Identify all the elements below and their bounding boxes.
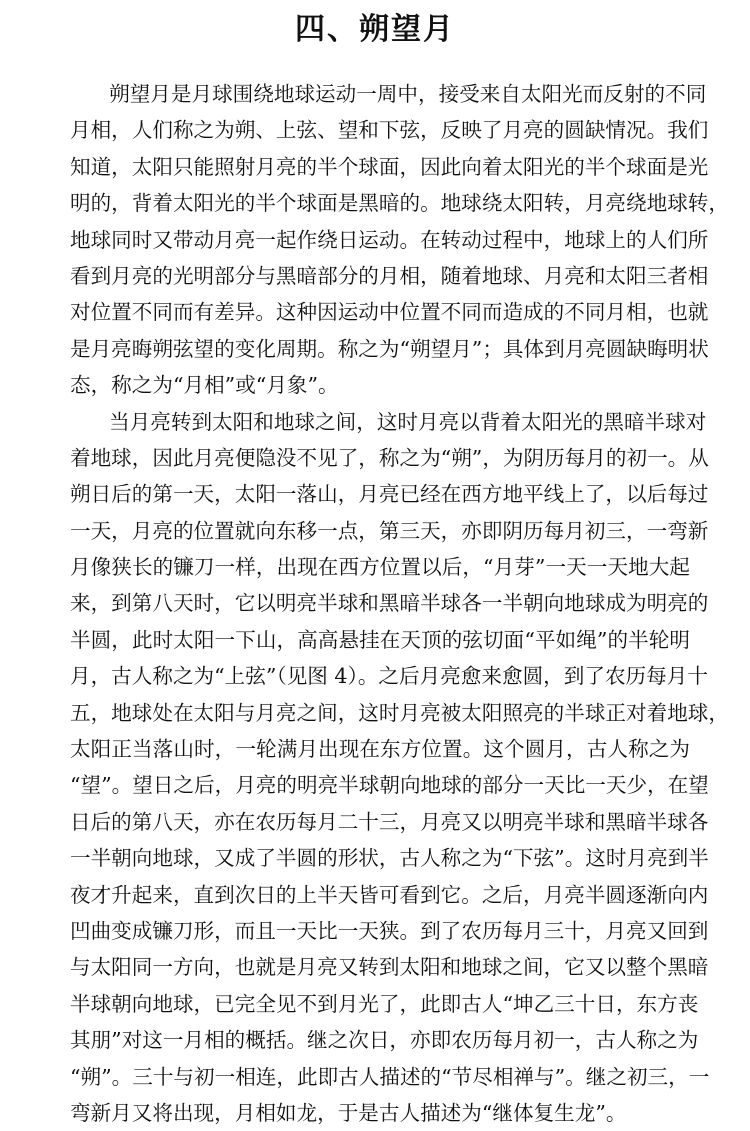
text-line: 当月亮转到太阳和地球之间，这时月亮以背着太阳光的黑暗半球对 [109,409,707,434]
text-line: 月像狭长的镰刀一样，出现在西方位置以后，“月芽”一天一天地大起 [70,555,690,580]
text-line: 弯新月又将出现，月相如龙，于是古人描述为“继体复生龙”。 [70,1100,627,1125]
page-title: 四、朔望月 [295,12,455,47]
body-text [70,76,729,1131]
text-line: 明的，背着太阳光的半个球面是黑暗的。地球绕太阳转，月亮绕地球转， [70,191,729,216]
text-line: 半圆，此时太阳一下山，高高悬挂在天顶的弦切面“平如绳”的半轮明 [70,627,690,652]
paragraph [70,404,729,1131]
text-line: 一天，月亮的位置就向东移一点，第三天，亦即阴历每月初三，一弯新 [70,518,709,543]
text-line: 与太阳同一方向，也就是月亮又转到太阳和地球之间，它又以整个黑暗 [70,955,709,980]
text-line: 朔日后的第一天，太阳一落山，月亮已经在西方地平线上了，以后每过 [70,482,709,507]
text-line: 是月亮晦朔弦望的变化周期。称之为“朔望月”；具体到月亮圆缺晦明状 [70,336,709,361]
text-line: 五，地球处在太阳与月亮之间，这时月亮被太阳照亮的半球正对着地球， [70,700,729,725]
text-line: 知道，太阳只能照射月亮的半个球面，因此向着太阳光的半个球面是光 [70,154,709,179]
text-line: 半球朝向地球，已完全见不到月光了，此即古人“坤乙三十日，东方丧 [70,991,699,1016]
text-line: 看到月亮的光明部分与黑暗部分的月相，随着地球、月亮和太阳三者相 [70,263,709,288]
text-line: 态，称之为“月相”或“月象”。 [70,373,339,398]
text-line: 日后的第八天，亦在农历每月二十三，月亮又以明亮半球和黑暗半球各 [70,809,709,834]
text-line: 月，古人称之为“上弦”（见图 4）。之后月亮愈来愈圆，到了农历每月十 [70,664,708,689]
text-line: 其朋”对这一月相的概括。继之次日，亦即农历每月初一，古人称之为 [70,1028,699,1053]
text-line: 对位置不同而有差异。这种因运动中位置不同而造成的不同月相，也就 [70,300,709,325]
text-line: 夜才升起来，直到次日的上半天皆可看到它。之后，月亮半圆逐渐向内 [70,882,709,907]
text-line: 太阳正当落山时，一轮满月出现在东方位置。这个圆月，古人称之为 [70,737,690,762]
text-line: 凹曲变成镰刀形，而且一天比一天狭。到了农历每月三十，月亮又回到 [70,918,709,943]
text-line: 朔望月是月球围绕地球运动一周中，接受来自太阳光而反射的不同 [109,82,707,106]
text-line: 地球同时又带动月亮一起作绕日运动。在转动过程中，地球上的人们所 [70,227,709,252]
text-line: “朔”。三十与初一相连，此即古人描述的“节尽相禅与”。继之初三，一 [70,1064,710,1089]
text-line: 来，到第八天时，它以明亮半球和黑暗半球各一半朝向地球成为明亮的 [70,591,709,616]
text-line: 月相，人们称之为朔、上弦、望和下弦，反映了月亮的圆缺情况。我们 [70,118,709,143]
text-line: 一半朝向地球，又成了半圆的形状，古人称之为“下弦”。这时月亮到半 [70,846,709,871]
text-line: “望”。望日之后，月亮的明亮半球朝向地球的部分一天比一天少，在望 [70,773,709,798]
paragraph [70,76,729,404]
text-line: 着地球，因此月亮便隐没不见了，称之为“朔”，为阴历每月的初一。从 [70,445,709,470]
